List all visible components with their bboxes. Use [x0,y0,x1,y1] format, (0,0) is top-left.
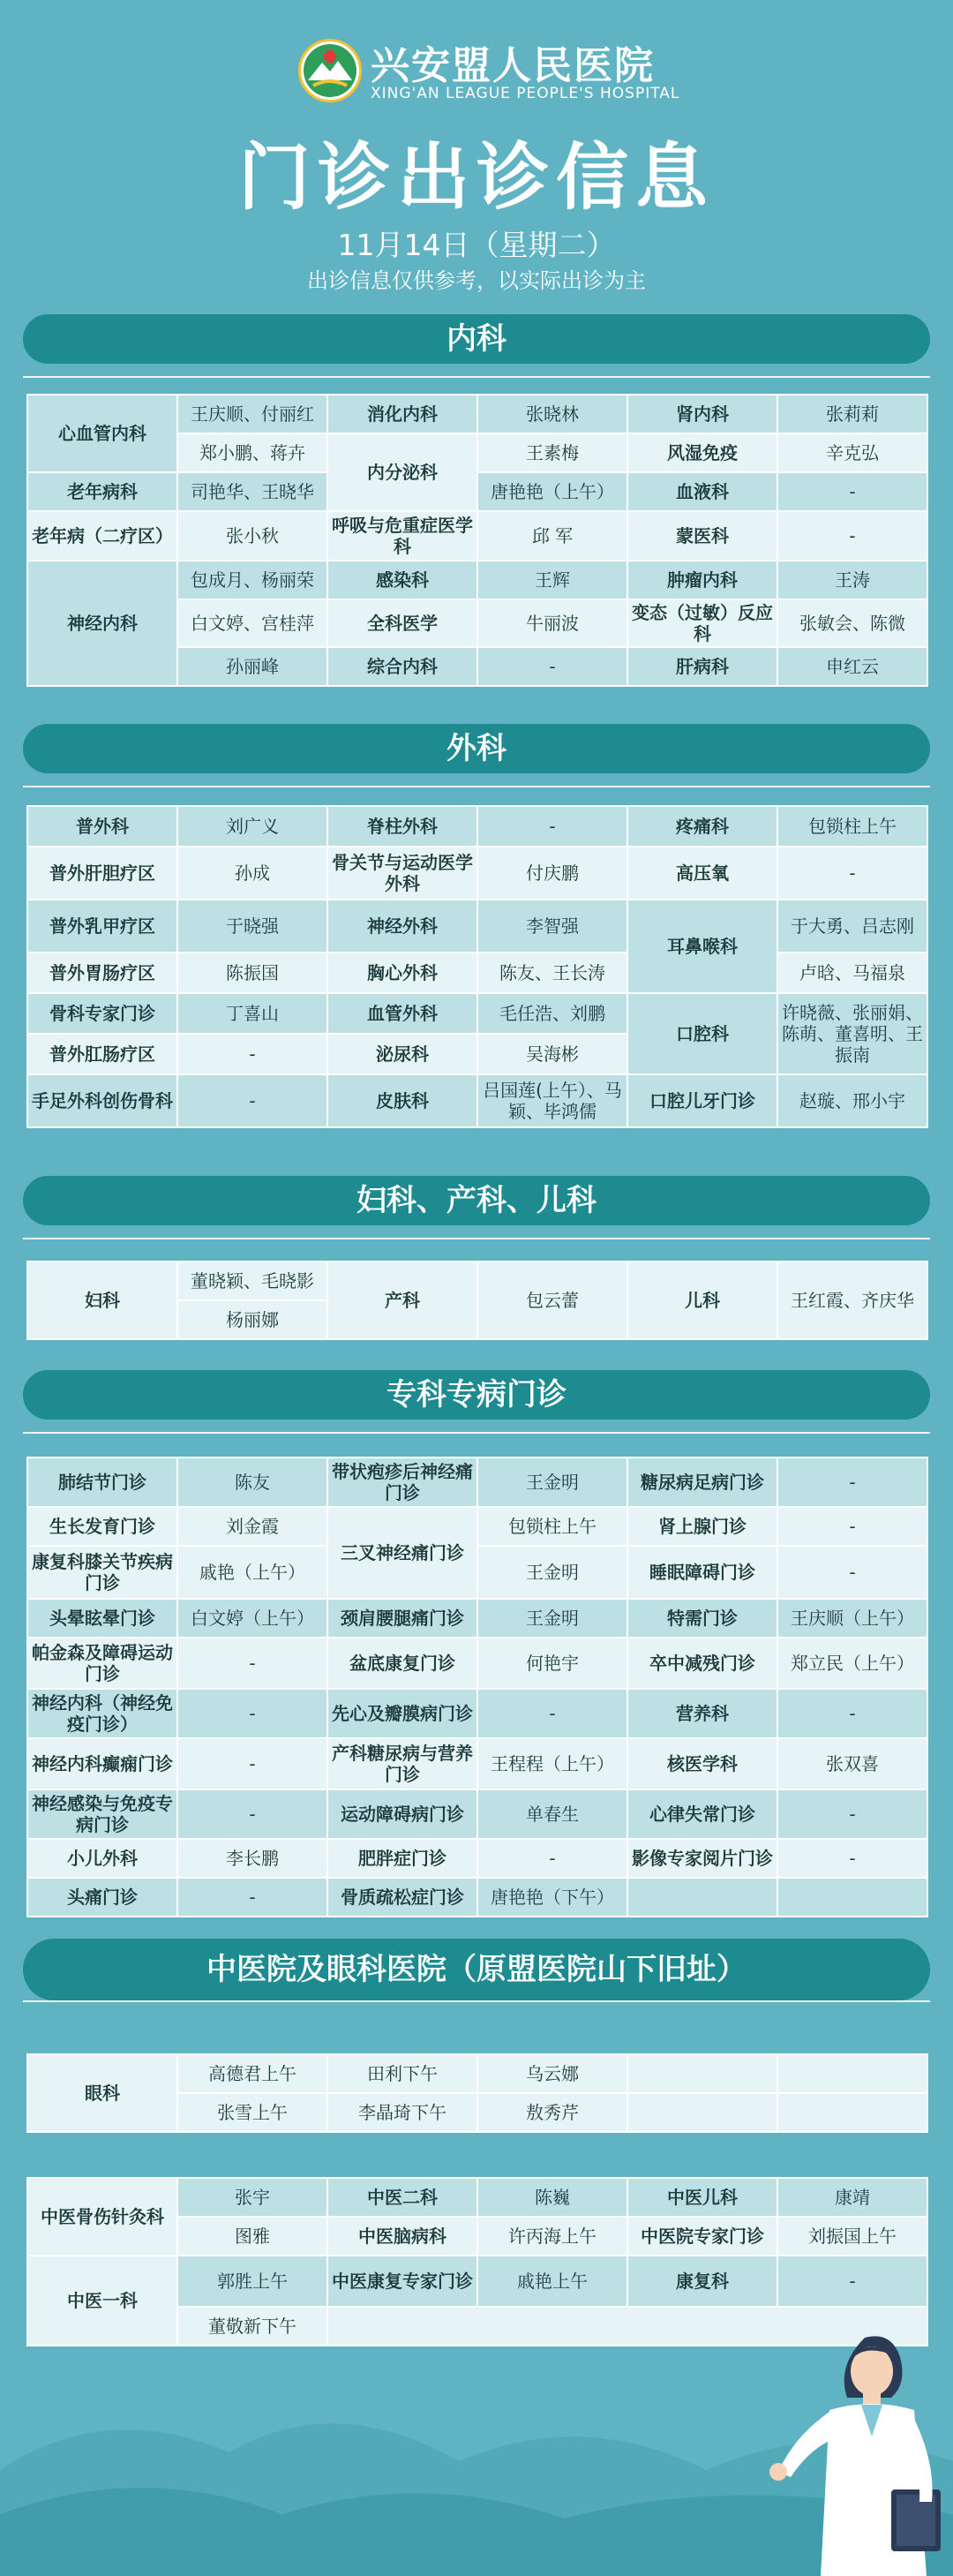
dept-cell: 蒙医科 [627,511,777,561]
dept-cell: 颈肩腰腿痛门诊 [327,1599,477,1638]
section-header-surgery: 外科 [23,724,930,773]
doctor-cell: 司艳华、王晓华 [177,472,327,511]
dept-cell: 普外乳甲疗区 [27,900,177,953]
doctor-cell: 张敏会、陈微 [777,599,927,647]
dept-cell: 肾上腺门诊 [627,1507,777,1546]
dept-cell: 血液科 [627,472,777,511]
doctor-cell: 陈友 [177,1457,327,1507]
doctor-cell: 王涛 [777,561,927,599]
dept-cell: 骨质疏松症门诊 [327,1878,477,1917]
dept-cell: 手足外科创伤骨科 [27,1074,177,1127]
notice-text: 出诊信息仅供参考，以实际出诊为主 [307,268,646,293]
doctor-cell: 孙丽峰 [177,647,327,686]
dept-cell: 心血管内科 [27,395,177,472]
doctor-cell: 王金明 [477,1457,627,1507]
doctor-cell: 戚艳（上午） [177,1546,327,1599]
doctor-cell: 戚艳上午 [477,2256,627,2307]
dept-cell: 盆底康复门诊 [327,1638,477,1689]
dept-cell: 普外科 [27,806,177,847]
doctor-cell: 图雅 [177,2217,327,2256]
doctor-cell [627,2054,777,2093]
dept-cell: 骨科专家门诊 [27,993,177,1034]
doctor-cell: - [177,1638,327,1689]
doctor-cell: 毛任浩、刘鹏 [477,993,627,1034]
doctor-cell: - [777,1457,927,1507]
eye-table [26,2053,928,2133]
doctor-cell: 陈巍 [477,2178,627,2217]
doctor-cell: 董晓颖、毛晓影 [177,1262,327,1300]
doctor-cell: 包云蕾 [477,1262,627,1339]
doctor-cell: 王金明 [477,1599,627,1638]
doctor-cell: - [777,847,927,900]
doctor-cell: 董敬新下午 [177,2307,327,2346]
date-text: 11月14日（星期二） [337,228,616,262]
doctor-cell: 申红云 [777,647,927,686]
doctor-cell: 包锁柱上午 [777,806,927,847]
doctor-cell: 王庆顺、付丽红 [177,395,327,433]
dept-cell: 康复科 [627,2256,777,2307]
doctor-cell: - [477,806,627,847]
doctor-cell: 郭胜上午 [177,2256,327,2307]
section-header-special: 专科专病门诊 [23,1370,930,1420]
dept-cell: 肥胖症门诊 [327,1839,477,1878]
doctor-cell: - [177,1738,327,1789]
doctor-cell: 白文婷、宫桂萍 [177,599,327,647]
dept-cell: 耳鼻喉科 [627,900,777,993]
section-header-obgyn: 妇科、产科、儿科 [23,1176,930,1225]
doctor-cell: 郑立民（上午） [777,1638,927,1689]
dept-cell: 中医一科 [27,2256,177,2346]
dept-cell: 妇科 [27,1262,177,1339]
dept-cell: 中医脑病科 [327,2217,477,2256]
doctor-cell: 唐艳艳（上午） [477,472,627,511]
doctor-cell: - [177,1034,327,1074]
doctor-cell: 康靖 [777,2178,927,2217]
doctor-cell: 陈振国 [177,953,327,993]
dept-cell: 老年病科 [27,472,177,511]
doctor-cell: 赵璇、邢小宇 [777,1074,927,1127]
dept-cell: 产科 [327,1262,477,1339]
dept-cell: 变态（过敏）反应科 [627,599,777,647]
doctor-cell: 邱 军 [477,511,627,561]
dept-cell: 中医二科 [327,2178,477,2217]
dept-cell: 口腔科 [627,993,777,1074]
doctor-cell: 王金明 [477,1546,627,1599]
doctor-cell: 何艳宇 [477,1638,627,1689]
doctor-cell [627,2093,777,2132]
dept-cell: 泌尿科 [327,1034,477,1074]
section-header-internal: 内科 [23,314,930,364]
doctor-cell: 吕国莲(上午）、马颖、毕鸿儒 [477,1074,627,1127]
dept-cell: 中医院专家门诊 [627,2217,777,2256]
doctor-cell: 卢晗、马福泉 [777,953,927,993]
dept-cell: 产科糖尿病与营养门诊 [327,1738,477,1789]
dept-cell: 眼科 [27,2054,177,2132]
doctor-cell: 包成月、杨丽荣 [177,561,327,599]
doctor-cell: 张莉莉 [777,395,927,433]
doctor-cell: 孙成 [177,847,327,900]
dept-cell: 小儿外科 [27,1839,177,1878]
doctor-cell: 郑小鹏、蒋卉 [177,433,327,472]
dept-cell: 神经外科 [327,900,477,953]
doctor-cell: 牛丽波 [477,599,627,647]
dept-cell: 感染科 [327,561,477,599]
dept-cell: 中医儿科 [627,2178,777,2217]
dept-cell: 骨关节与运动医学外科 [327,847,477,900]
doctor-cell: 张宇 [177,2178,327,2217]
dept-cell: 口腔儿牙门诊 [627,1074,777,1127]
doctor-cell: 辛克弘 [777,433,927,472]
doctor-cell: - [777,1689,927,1738]
doctor-cell: 许丙海上午 [477,2217,627,2256]
dept-cell: 核医学科 [627,1738,777,1789]
dept-cell: 胸心外科 [327,953,477,993]
dept-cell: 全科医学 [327,599,477,647]
doctor-cell: 陈友、王长涛 [477,953,627,993]
doctor-cell: 张雪上午 [177,2093,327,2132]
doctor-cell: 许晓薇、张丽娟、陈萌、董喜明、王振南 [777,993,927,1074]
doctor-cell: 敖秀芹 [477,2093,627,2132]
doctor-cell [777,2054,927,2093]
doctor-cell: 刘广义 [177,806,327,847]
dept-cell: 脊柱外科 [327,806,477,847]
dept-cell: 儿科 [627,1262,777,1339]
doctor-cell: 白文婷（上午） [177,1599,327,1638]
dept-cell: 康复科膝关节疾病门诊 [27,1546,177,1599]
doctor-cell: 于大勇、吕志刚 [777,900,927,953]
page-title: 门诊出诊信息 [237,136,715,220]
doctor-cell: 王程程（上午） [477,1738,627,1789]
dept-cell: 神经内科癫痫门诊 [27,1738,177,1789]
doctor-cell: 吴海彬 [477,1034,627,1074]
dept-cell: 头痛门诊 [27,1878,177,1917]
dept-cell: 综合内科 [327,647,477,686]
doctor-cell: - [777,2256,927,2307]
doctor-cell: - [477,1689,627,1738]
dept-cell: 先心及瓣膜病门诊 [327,1689,477,1738]
dept-cell: 神经内科（神经免疫门诊） [27,1689,177,1738]
dept-cell: 普外胃肠疗区 [27,953,177,993]
doctor-cell: - [777,1546,927,1599]
doctor-cell: - [177,1074,327,1127]
dept-cell: 老年病（二疗区） [27,511,177,561]
dept-cell: 心律失常门诊 [627,1789,777,1839]
doctor-cell: - [177,1789,327,1839]
dept-cell: 神经感染与免疫专病门诊 [27,1789,177,1839]
dept-cell: 肺结节门诊 [27,1457,177,1507]
dept-cell: 肿瘤内科 [627,561,777,599]
doctor-cell: 李智强 [477,900,627,953]
doctor-cell: - [477,647,627,686]
dept-cell: 肾内科 [627,395,777,433]
hospital-name-en: XING'AN LEAGUE PEOPLE'S HOSPITAL [371,85,680,102]
dept-cell: 带状疱疹后神经痛门诊 [327,1457,477,1507]
hospital-name: 兴安盟人民医院 [371,43,655,88]
dept-cell: 高压氧 [627,847,777,900]
dept-cell: 糖尿病足病门诊 [627,1457,777,1507]
doctor-cell: 刘振国上午 [777,2217,927,2256]
dept-cell: 营养科 [627,1689,777,1738]
internal-table [26,394,928,687]
hospital-logo-icon [298,39,362,102]
doctor-cell: - [777,511,927,561]
doctor-cell: - [777,1507,927,1546]
doctor-cell: 王素梅 [477,433,627,472]
dept-cell: 内分泌科 [327,433,477,511]
dept-cell: 中医骨伤针灸科 [27,2178,177,2256]
dept-cell: 皮肤科 [327,1074,477,1127]
doctor-cell: - [777,472,927,511]
dept-cell: 卒中减残门诊 [627,1638,777,1689]
dept-cell: 血管外科 [327,993,477,1034]
doctor-cell: 张小秋 [177,511,327,561]
doctor-cell: 张晓林 [477,395,627,433]
obgyn-table [26,1261,928,1340]
dept-cell: 肝病科 [627,647,777,686]
doctor-cell: 付庆鹏 [477,847,627,900]
doctor-cell: 王辉 [477,561,627,599]
surgery-table [26,805,928,1128]
doctor-cell: 单春生 [477,1789,627,1839]
dept-cell: 中医康复专家门诊 [327,2256,477,2307]
doctor-cell: 杨丽娜 [177,1300,327,1339]
doctor-cell: 丁喜山 [177,993,327,1034]
doctor-cell: 李长鹏 [177,1839,327,1878]
dept-cell: 头晕眩晕门诊 [27,1599,177,1638]
doctor-cell [777,2093,927,2132]
dept-cell [627,1878,777,1917]
dept-cell: 神经内科 [27,561,177,686]
dept-cell: 普外肛肠疗区 [27,1034,177,1074]
dept-cell: 生长发育门诊 [27,1507,177,1546]
dept-cell: 帕金森及障碍运动门诊 [27,1638,177,1689]
dept-cell: 呼吸与危重症医学科 [327,511,477,561]
doctor-cell: 田利下午 [327,2054,477,2093]
doctor-cell: - [477,1839,627,1878]
dept-cell: 消化内科 [327,395,477,433]
doctor-cell: 李晶琦下午 [327,2093,477,2132]
doctor-cell: - [777,1839,927,1878]
dept-cell: 疼痛科 [627,806,777,847]
dept-cell: 特需门诊 [627,1599,777,1638]
doctor-cell: 高德君上午 [177,2054,327,2093]
dept-cell: 睡眠障碍门诊 [627,1546,777,1599]
doctor-cell [777,1878,927,1917]
dept-cell: 影像专家阅片门诊 [627,1839,777,1878]
dept-cell: 普外肝胆疗区 [27,847,177,900]
doctor-cell: - [177,1878,327,1917]
dept-cell: 风湿免疫 [627,433,777,472]
doctor-cell: 包锁柱上午 [477,1507,627,1546]
doctor-cell: 张双喜 [777,1738,927,1789]
special-table [26,1457,928,1917]
doctor-cell: - [777,1789,927,1839]
dept-cell: 运动障碍病门诊 [327,1789,477,1839]
doctor-illustration [759,2313,953,2576]
section-header-tcm: 中医院及眼科医院（原盟医院山下旧址） [23,1939,930,2000]
doctor-cell: 于晓强 [177,900,327,953]
doctor-cell: 王庆顺（上午） [777,1599,927,1638]
dept-cell: 三叉神经痛门诊 [327,1507,477,1599]
doctor-cell: 唐艳艳（下午） [477,1878,627,1917]
doctor-cell: 王红霞、齐庆华 [777,1262,927,1339]
doctor-cell: 乌云娜 [477,2054,627,2093]
doctor-cell: 刘金霞 [177,1507,327,1546]
doctor-cell: - [177,1689,327,1738]
